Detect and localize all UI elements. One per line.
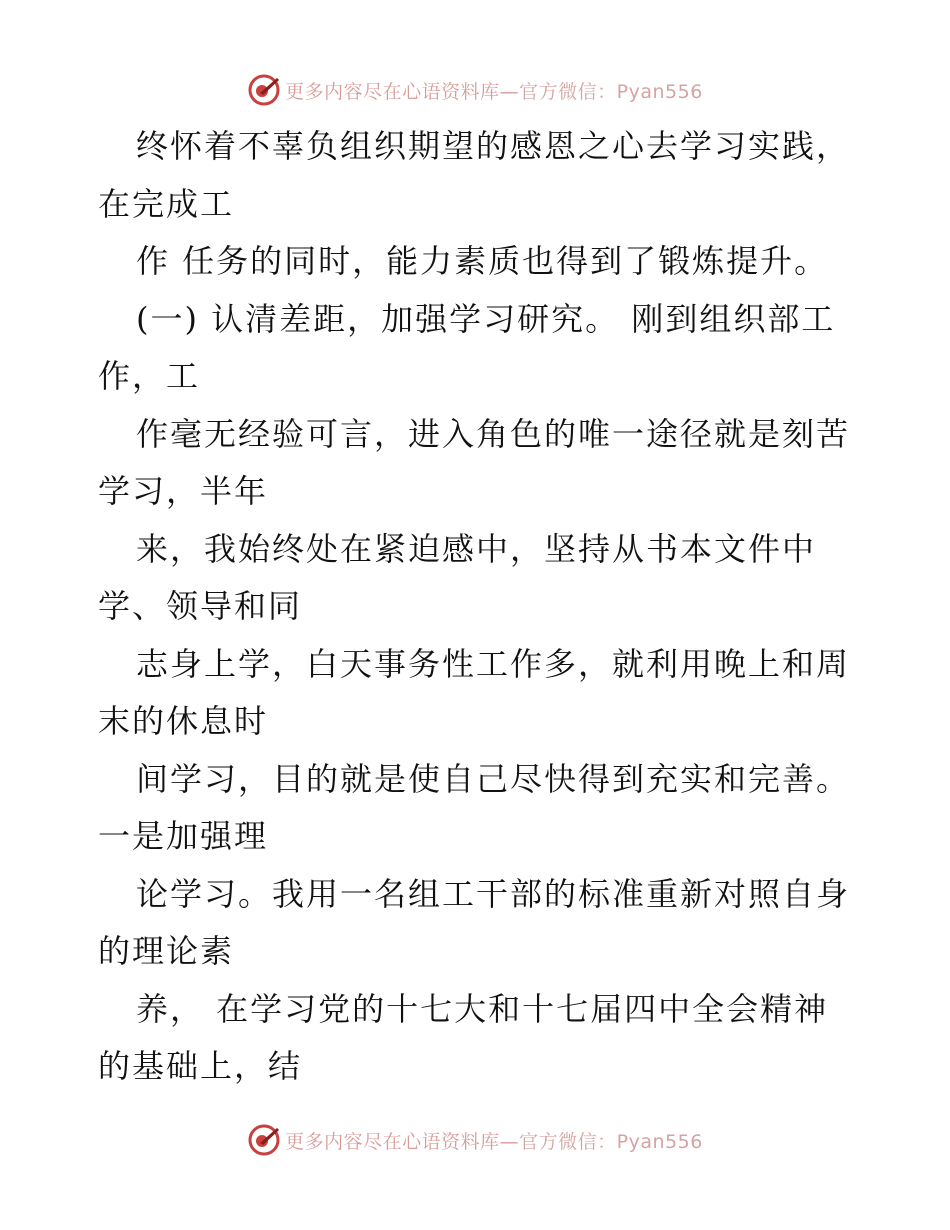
- text-line: 作毫无经验可言，进入角色的唯一途径就是刻苦: [136, 414, 851, 453]
- text-line: 学习，半年: [98, 472, 269, 510]
- text-line: 志身上学，白天事务性工作多，就利用晚上和周: [136, 644, 851, 683]
- text-line: 作 任务的同时，能力素质也得到了锻炼提升。: [136, 242, 829, 280]
- header-banner-text: [285, 77, 703, 104]
- footer-site-text: 更多内容尽在心语资料库—: [285, 1130, 520, 1153]
- text-line: 养， 在学习党的十七大和十七届四中全会精神: [136, 989, 829, 1028]
- footer-wechat-text: 官方微信：Pyan556: [519, 1130, 703, 1153]
- header-banner: [0, 70, 950, 110]
- text-line: 的基础上，结: [98, 1047, 303, 1085]
- header-wechat-text: 官方微信：Pyan556: [519, 80, 703, 103]
- text-line: 间学习，目的就是使自己尽快得到充实和完善。: [136, 759, 851, 798]
- text-line: 在完成工: [98, 184, 235, 223]
- text-line: (一) 认清差距，加强学习研究。 刚到组织部工: [136, 299, 836, 338]
- pen-logo-icon: [247, 73, 281, 107]
- text-line: 末的休息时: [98, 702, 269, 740]
- header-site-text: 更多内容尽在心语资料库—: [285, 80, 520, 103]
- text-line: 论学习。我用一名组工干部的标准重新对照自身: [136, 874, 851, 913]
- document-body: [98, 118, 858, 1096]
- text-line: 学、领导和同: [98, 587, 303, 625]
- footer-banner: [0, 1120, 950, 1160]
- text-line: 的理论素: [98, 932, 235, 970]
- text-line: 作，工: [98, 357, 201, 395]
- pen-logo-icon: [247, 1123, 281, 1157]
- text-line: 一是加强理: [98, 817, 269, 855]
- text-line: 来，我始终处在紧迫感中，坚持从书本文件中: [136, 529, 817, 568]
- footer-banner-text: [285, 1127, 703, 1154]
- text-line: 终怀着不辜负组织期望的感恩之心去学习实践，: [136, 127, 851, 165]
